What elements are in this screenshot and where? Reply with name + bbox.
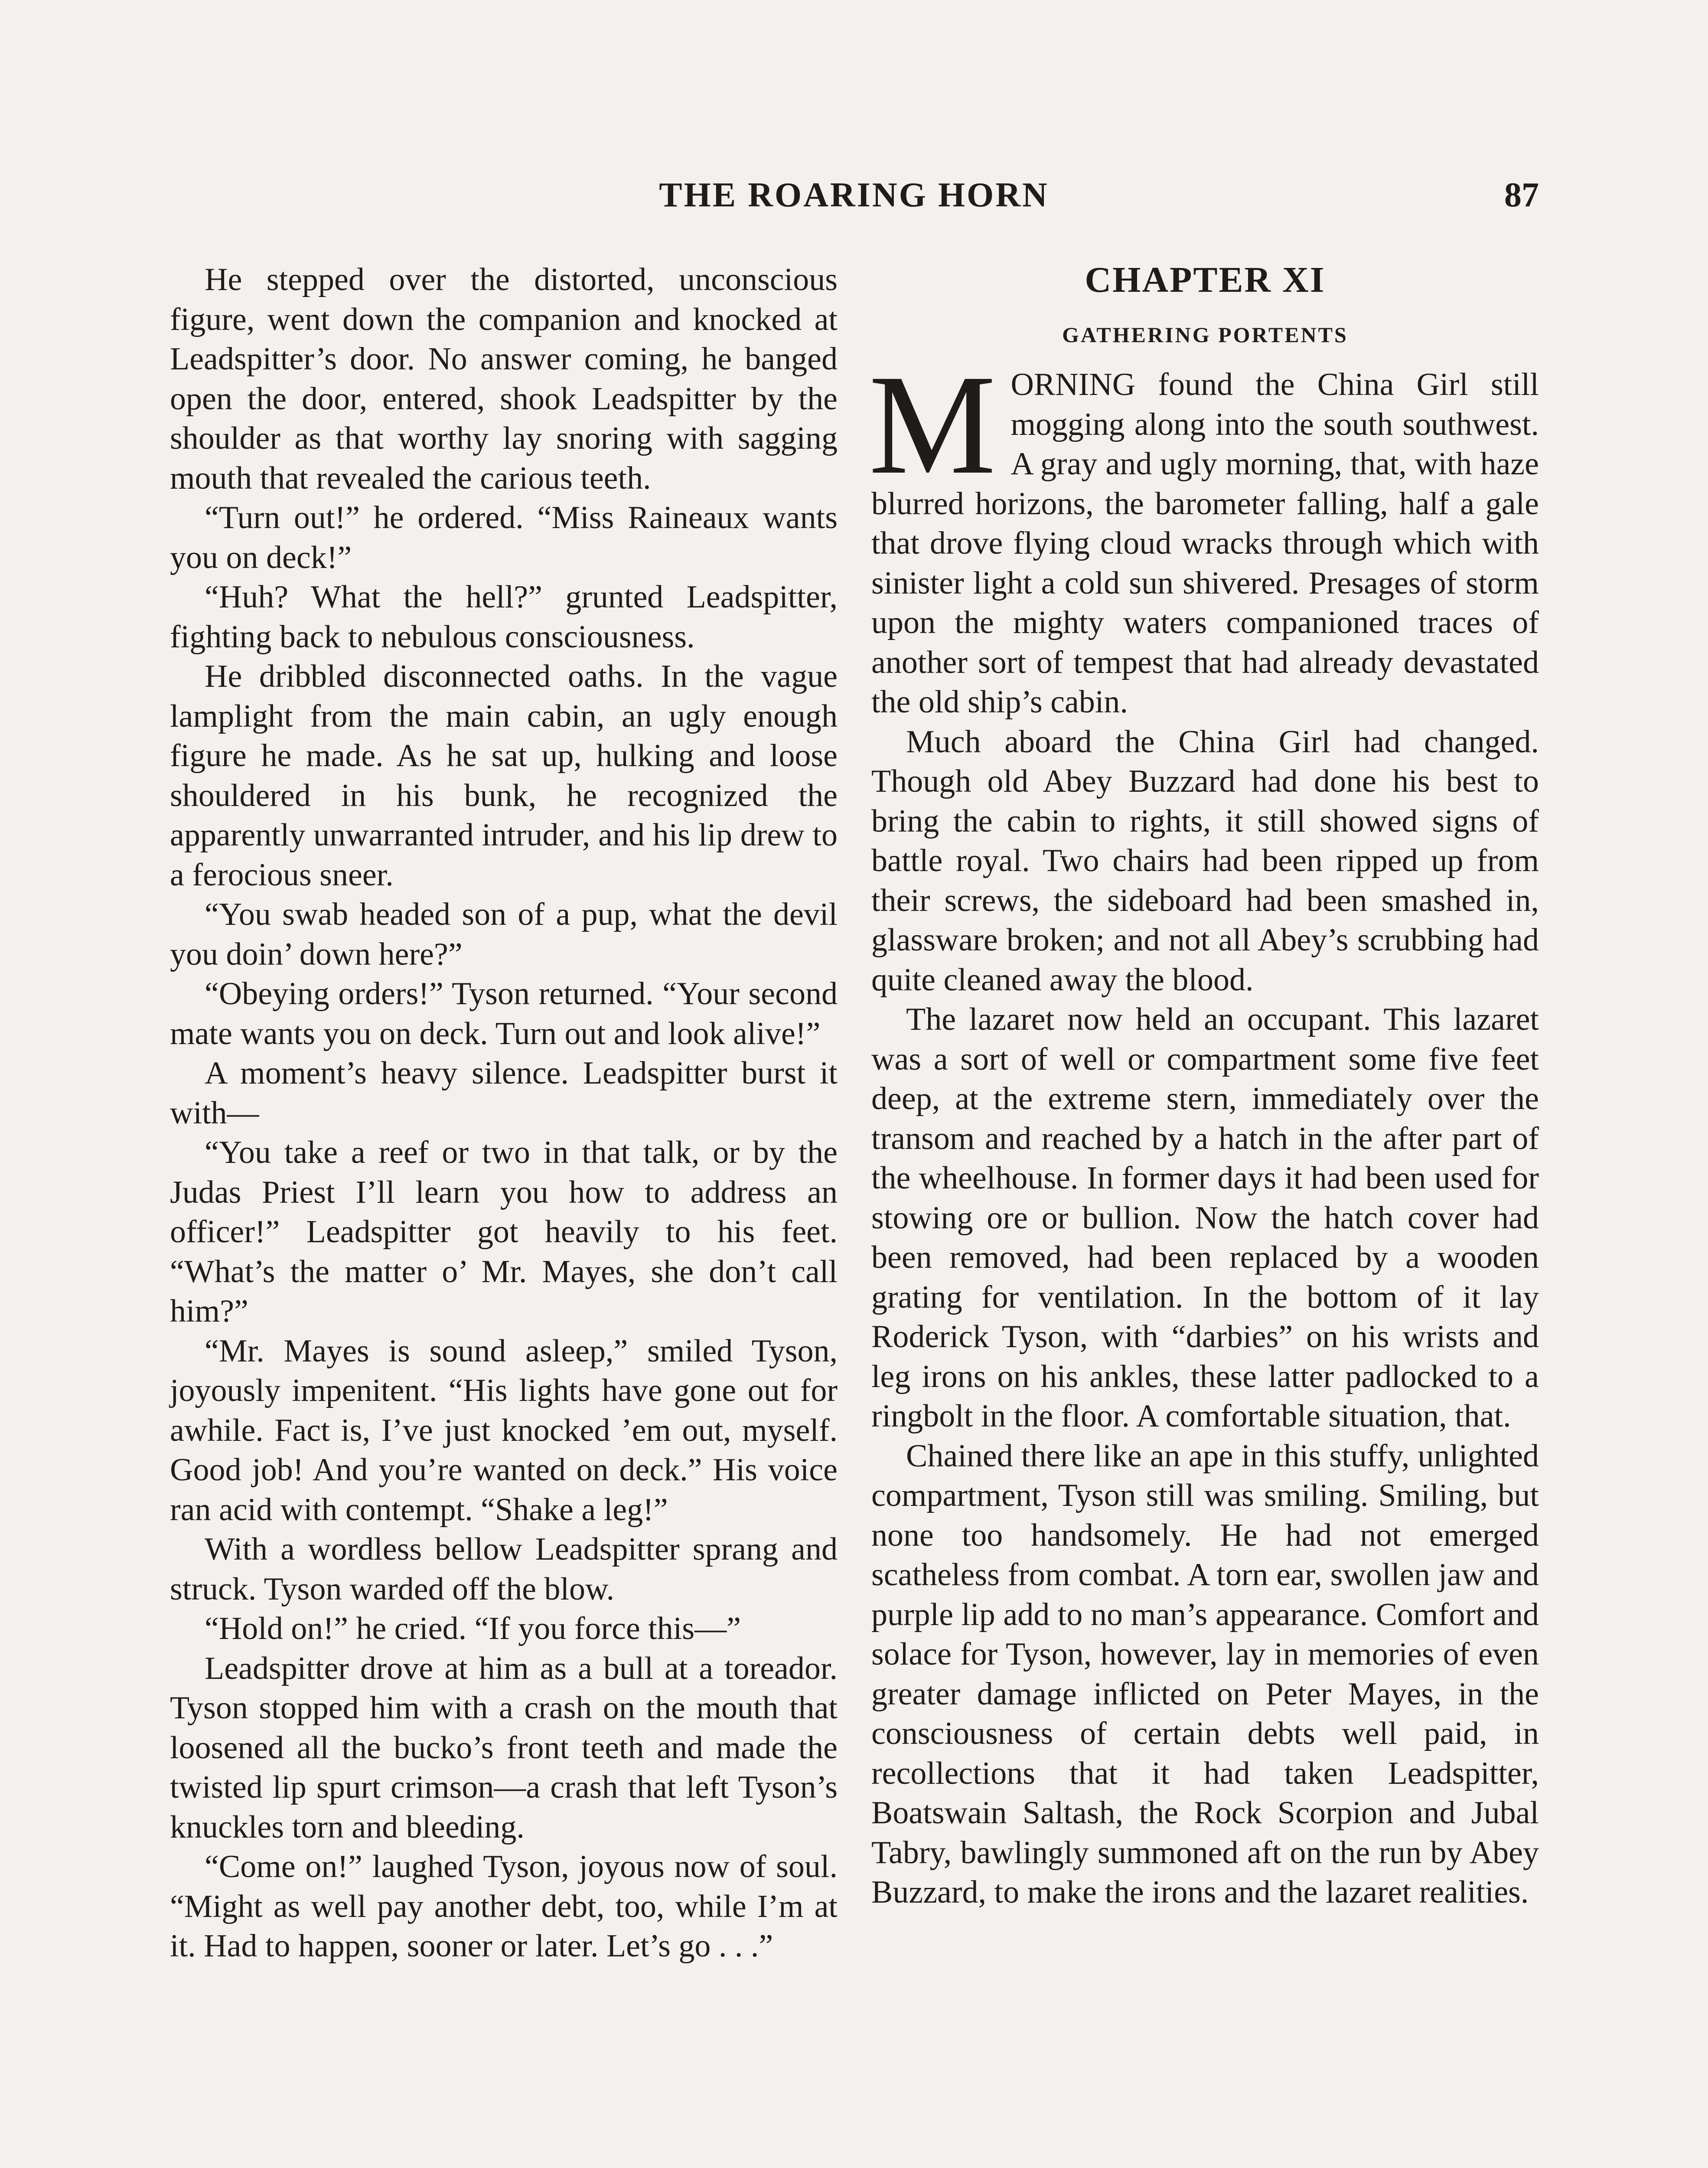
chapter-title: CHAPTER XI — [1085, 260, 1326, 300]
paragraph: A moment’s heavy silence. Leadspitter burst it with— — [170, 1055, 838, 1131]
left-column — [170, 260, 838, 1966]
paragraph: With a wordless bellow Leadspitter sprang and struck. Tyson warded off the blow. — [170, 1531, 838, 1607]
chapter-subtitle: GATHERING PORTENTS — [1062, 323, 1348, 347]
paragraph: “Come on!” laughed Tyson, joyous now of soul. “Might as well pay another debt, too, while I’m at it. Had to happen, sooner or later. Let’s go . . .” — [170, 1849, 838, 1964]
running-title: THE ROARING HORN — [659, 176, 1049, 214]
paragraph: “Turn out!” he ordered. “Miss Raineaux wants you on deck!” — [170, 500, 838, 575]
right-column — [871, 260, 1539, 1913]
paragraph: Much aboard the China Girl had changed. Though old Abey Buzzard had done his best to bring the cabin to rights, it still showed signs of battle royal. Two chairs had been ripped up from their screws, the sideboard had been smashed in, glassware broken; and not all Abey’s scrubbing had quite cleaned away the blood. — [871, 724, 1539, 998]
paragraph: The lazaret now held an occupant. This lazaret was a sort of well or compartment some five feet deep, at the extreme stern, immediately over the transom and reached by a hatch in the after part of the wheelhouse. In former days it had been used for stowing ore or bullion. Now the hatch cover had been removed, had been replaced by a wooden grating for ventilation. In the bottom of it lay Roderick Tyson, with “darbies” on his wrists and leg irons on his ankles, these latter padlocked to a ringbolt in the floor. A comfortable situation, that. — [871, 1002, 1539, 1434]
paragraph: He dribbled disconnected oaths. In the vague lamplight from the main cabin, an ugly enough figure he made. As he sat up, hulking and loose shouldered in his bunk, he recognized the apparently unwarranted intruder, and his lip drew to a ferocious sneer. — [170, 659, 838, 893]
page-header — [169, 176, 1539, 223]
chapter-opening-paragraph — [869, 346, 1539, 722]
drop-cap: M — [869, 346, 996, 504]
paragraph: “Obeying orders!” Tyson returned. “Your second mate wants you on deck. Turn out and look alive!” — [170, 976, 838, 1051]
paragraph: “Hold on!” he cried. “If you force this—” — [205, 1611, 741, 1646]
paragraph: “You swab headed son of a pup, what the devil you doin’ down here?” — [170, 897, 838, 972]
paragraph: “Mr. Mayes is sound asleep,” smiled Tyson, joyously impenitent. “His lights have gone out for awhile. Fact is, I’ve just knocked ’em out, myself. Good job! And you’re wanted on deck.” His voice ran acid with contempt. “Shake a leg!” — [170, 1333, 838, 1528]
paragraph: “You take a reef or two in that talk, or by the Judas Priest I’ll learn you how to address an officer!” Leadspitter got heavily to his feet. “What’s the matter o’ Mr. Mayes, she don’t call him?” — [170, 1135, 838, 1329]
paragraph: Chained there like an ape in this stuffy, unlighted compartment, Tyson still was smiling. Smiling, but none too handsomely. He had not emerged scatheless from combat. A torn ear, swollen jaw and purple lip add to no man’s appearance. Comfort and solace for Tyson, however, lay in memories of even greater damage inflicted on Peter Mayes, in the consciousness of certain debts well paid, in recollections that it had taken Leadspitter, Boatswain Saltash, the Rock Scorpion and Jubal Tabry, bawlingly summoned aft on the run by Abey Buzzard, to make the irons and the lazaret realities. — [871, 1438, 1539, 1910]
paragraph: Leadspitter drove at him as a bull at a toreador. Tyson stopped him with a crash on the mouth that loosened all the bucko’s front teeth and made the twisted lip spurt crimson—a crash that left Tyson’s knuckles torn and bleeding. — [170, 1650, 838, 1845]
page-number: 87 — [1504, 176, 1539, 214]
paragraph: He stepped over the distorted, unconscious figure, went down the companion and knocked at Leadspitter’s door. No answer coming, he banged open the door, entered, shook Leadspitter by the shoulder as that worthy lay snoring with sagging mouth that revealed the carious teeth. — [170, 262, 838, 496]
paragraph: “Huh? What the hell?” grunted Leadspitter, fighting back to nebulous consciousness. — [170, 579, 838, 655]
opening-text: ORNING found the China Girl still mogging along into the south southwest. A gray and ugly morning, that, with haze blurred horizons, the barometer falling, half a gale that drove flying cloud wracks through which with sinister light a cold sun shivered. Presages of storm upon the mighty waters companioned traces of another sort of tempest that had already devastated the old ship’s cabin. — [871, 367, 1539, 720]
